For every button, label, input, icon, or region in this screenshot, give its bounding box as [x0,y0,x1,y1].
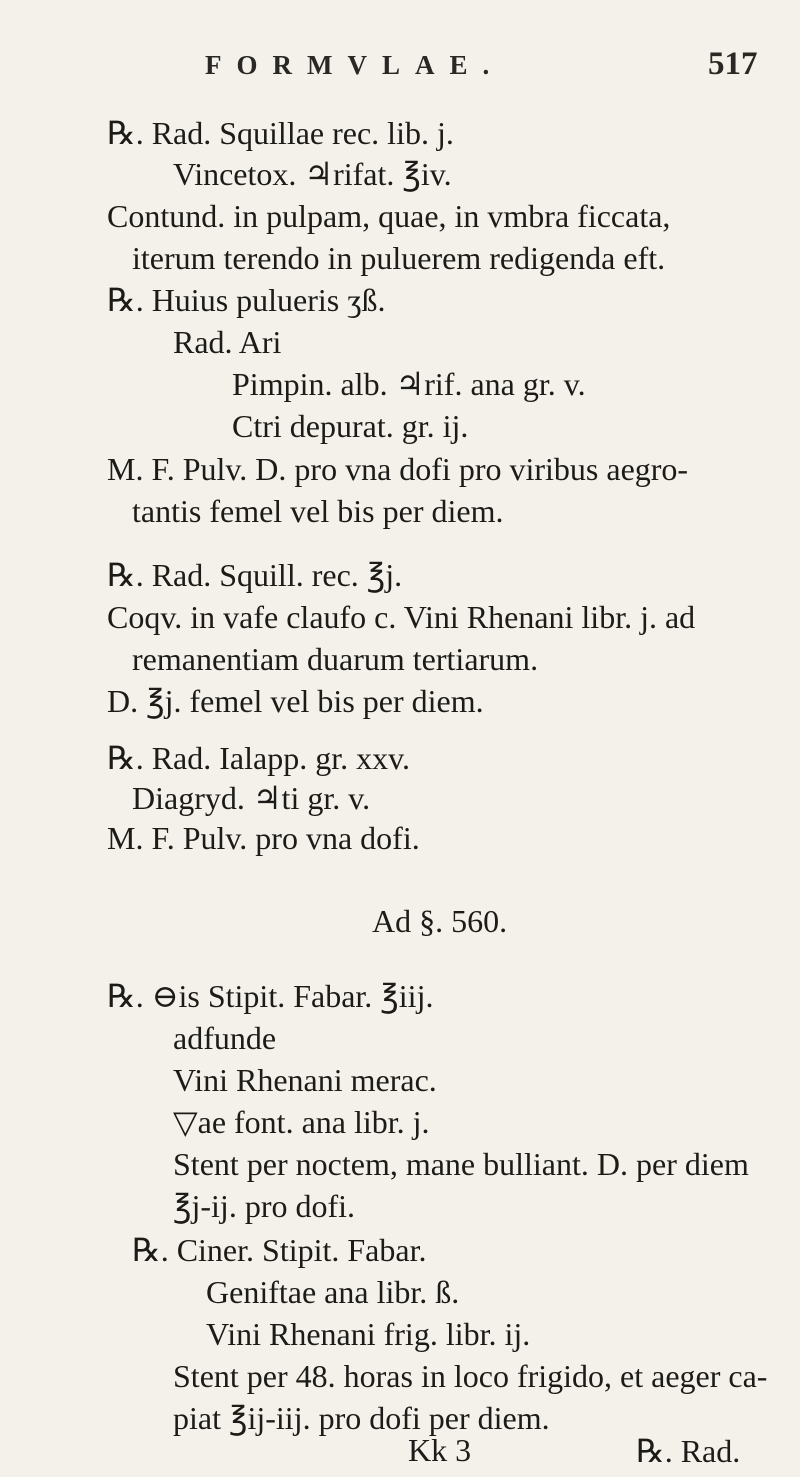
recipe-line: Contund. in pulpam, quae, in vmbra ficcata, [107,198,671,234]
recipe-line: M. F. Pulv. D. pro vna dofi pro viribus aegro- [107,451,689,487]
section-heading: Ad §. 560. [372,903,508,939]
running-title: FORMVLAE. [205,50,505,80]
recipe-line: ℞. Rad. Squillae rec. lib. j. [107,115,454,151]
recipe-line: ℞. ⊖is Stipit. Fabar. ℥iij. [107,978,434,1014]
recipe-line: ℞. Rad. Ialapp. gr. xxv. [107,740,410,776]
signature-mark: Kk 3 [408,1432,472,1468]
recipe-line: Pimpin. alb. ♃rif. ana gr. v. [232,366,586,402]
recipe-line: D. ℥j. femel vel bis per diem. [107,683,484,719]
recipe-line: adfunde [173,1020,277,1056]
recipe-line: Stent per noctem, mane bulliant. D. per diem [173,1146,749,1182]
page-number: 517 [708,46,758,82]
recipe-line: ℞. Huius pulueris ʒß. [107,282,386,318]
recipe-line: Vini Rhenani frig. libr. ij. [206,1316,531,1352]
recipe-line: piat ℥ij-iij. pro dofi per diem. [173,1400,550,1436]
recipe-line: Geniftae ana libr. ß. [206,1274,460,1310]
recipe-line: M. F. Pulv. pro vna dofi. [107,820,420,856]
recipe-line: Stent per 48. horas in loco frigido, et aeger ca- [173,1358,768,1394]
recipe-line: ℥j-ij. pro dofi. [173,1188,356,1224]
recipe-line: ℞. Ciner. Stipit. Fabar. [132,1232,427,1268]
recipe-line: ▽ae font. ana libr. j. [173,1104,430,1140]
recipe-line: Rad. Ari [173,324,282,360]
recipe-line: ℞. Rad. Squill. rec. ℥j. [107,557,403,593]
recipe-line: Vincetox. ♃rifat. ℥iv. [173,156,452,192]
page-header [0,46,800,106]
recipe-line: remanentiam duarum tertiarum. [132,641,539,677]
recipe-line: iterum terendo in puluerem redigenda eft. [132,240,666,276]
recipe-line: Vini Rhenani merac. [173,1062,437,1098]
recipe-line: Coqv. in vafe claufo c. Vini Rhenani libr. j. ad [107,599,696,635]
catchword: ℞. Rad. [636,1433,741,1469]
recipe-line: tantis femel vel bis per diem. [132,493,504,529]
recipe-line: Diagryd. ♃ti gr. v. [132,780,371,816]
recipe-line: Ctri depurat. gr. ij. [232,408,469,444]
